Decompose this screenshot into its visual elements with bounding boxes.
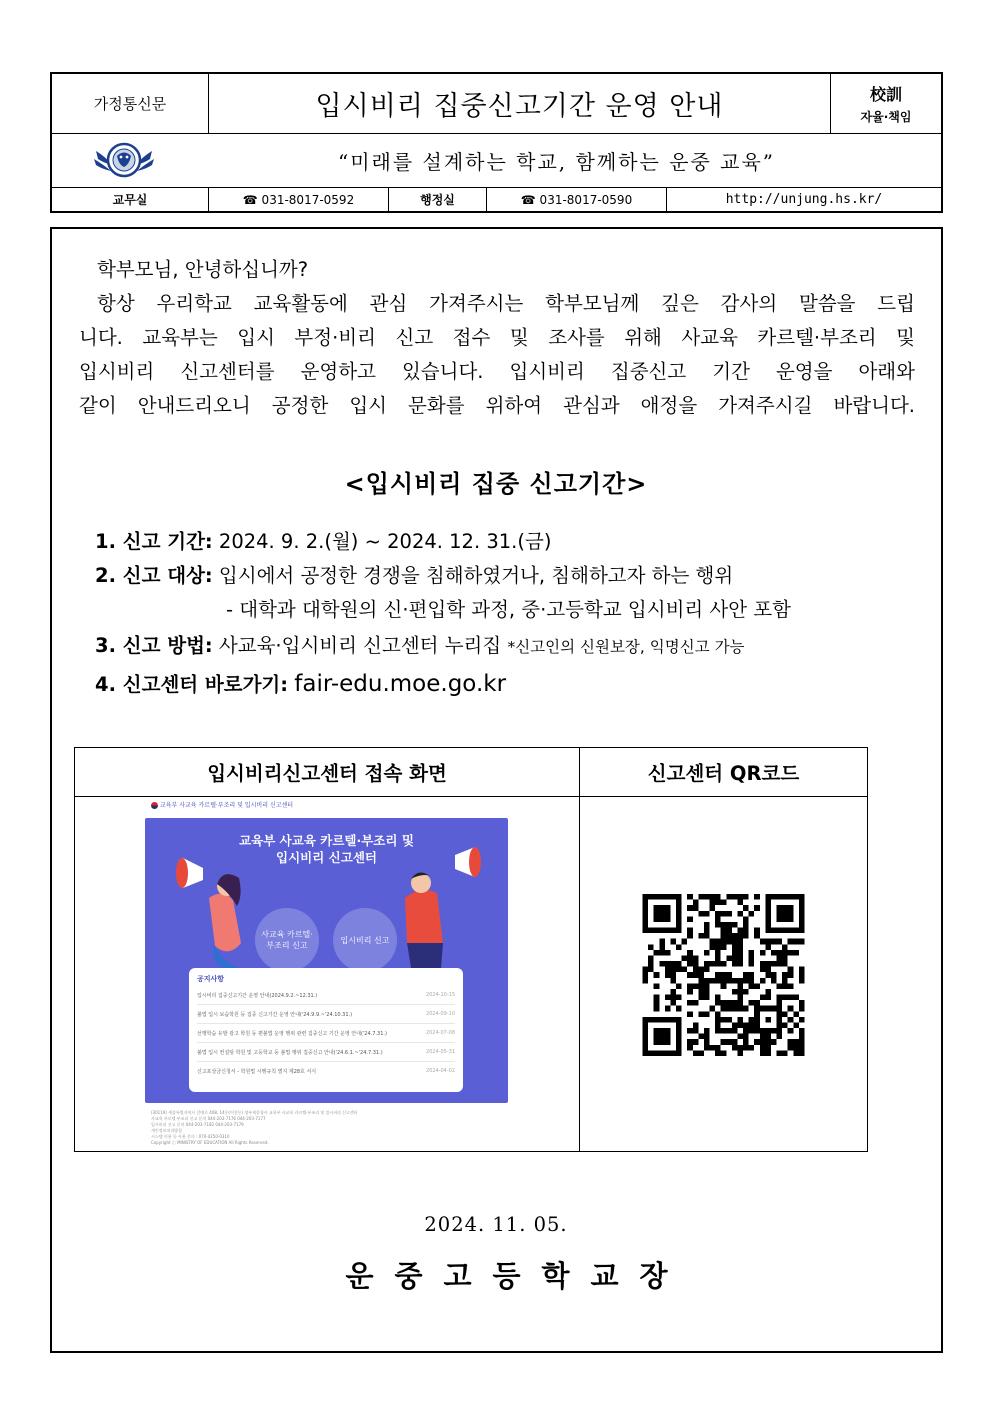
divider <box>579 748 580 1151</box>
issue-date: 2024. 11. 05. <box>424 1213 568 1236</box>
intro-line: 항상 우리학교 교육활동에 관심 가져주시는 학부모님께 깊은 감사의 말씀을 드립 <box>97 292 915 315</box>
list-item <box>95 559 733 593</box>
greeting: 학부모님, 안녕하십니까? <box>97 258 309 281</box>
footer-line: Copyright ⓒ MINISTRY OF EDUCATION All Rights Reserved. <box>151 1140 269 1145</box>
divider <box>75 796 867 797</box>
item-label: 2. 신고 대상: <box>95 564 213 587</box>
notice-date: 2024-05-31 <box>425 1049 455 1055</box>
notice-row[interactable] <box>197 1045 455 1062</box>
school-website-link[interactable]: http://unjung.hs.kr/ <box>725 192 883 207</box>
report-cartel-button[interactable] <box>255 908 319 972</box>
button-label: 부조리 신고 <box>266 941 308 950</box>
office1-label: 교무실 <box>112 193 148 207</box>
intro-line: 입시비리 신고센터를 운영하고 있습니다. 입시비리 집중신고 기간 운영을 아래와 <box>79 360 915 383</box>
motto-label: 校訓 <box>869 85 902 104</box>
report-center-link[interactable]: fair-edu.moe.go.kr <box>294 671 507 697</box>
notice-title: 불법 입시 보습학원 등 집중 신고기간 운영 안내('24.9.9.~'24.10.31.) <box>197 1012 353 1018</box>
report-center-screenshot <box>145 798 510 1148</box>
notice-title: 입시비리 집중신고기간 운영 안내(2024.9.2.~12.31.) <box>197 993 318 999</box>
notice-row[interactable] <box>197 1026 455 1043</box>
item-value: 사교육·입시비리 신고센터 누리집 <box>218 634 502 657</box>
site-footer <box>151 1110 358 1146</box>
office1-phone: ☎ 031-8017-0592 <box>242 192 355 207</box>
item-note: *신고인의 신원보장, 익명신고 가능 <box>507 638 745 656</box>
item-label: 4. 신고센터 바로가기: <box>95 673 289 696</box>
principal-signature: 운중고등학교장 <box>345 1259 689 1293</box>
item-value: 입시에서 공정한 경쟁을 침해하였거나, 침해하고자 하는 행위 <box>218 564 734 587</box>
office2-label: 행정실 <box>420 193 455 207</box>
notice-title: 선행학습 유발 광고 학원 등 편불법 운영 행위 관련 집중신고 기간 운영 안내('24.7.31.) <box>197 1031 387 1037</box>
list-item <box>95 525 551 559</box>
notice-row[interactable] <box>197 1007 455 1024</box>
button-label: 입시비리 신고 <box>340 935 390 945</box>
footer-line: 시스템 이용 등 사용 문의 : 070-4250-0310 <box>151 1134 230 1139</box>
item-label: 1. 신고 기간: <box>95 530 213 553</box>
item-value: 2024. 9. 2.(월) ~ 2024. 12. 31.(금) <box>218 530 552 553</box>
notice-date: 2024-04-02 <box>425 1068 455 1074</box>
school-slogan: “미래를 설계하는 학교, 함께하는 운중 교육” <box>337 150 776 174</box>
item-label: 3. 신고 방법: <box>95 634 213 657</box>
notice-date: 2024-09-10 <box>425 1011 455 1017</box>
footer-line: 사교육 카르텔·부조리 신고 문의 044-203-7176 044-203-7177 <box>151 1116 266 1121</box>
footer-line: 입시비리 신고 문의 044-203-7182 044-203-7179 <box>151 1122 244 1127</box>
notice-title: 불법 입시 컨설팅 학원 및 고등학교 등 불법 행위 집중신고 안내('24.6.1.~'24.7.31.) <box>197 1050 383 1056</box>
notice-date: 2024-07-08 <box>425 1030 455 1036</box>
notice-title: 신고포상금신청서 - 학원법 시행규칙 별지 제28호 서식 <box>197 1069 317 1075</box>
banner-title-line: 입시비리 신고센터 <box>276 850 377 865</box>
item-value: - 대학과 대학원의 신·편입학 과정, 중·고등학교 입시비리 사안 포함 <box>226 598 791 621</box>
table-header-screen: 입시비리신고센터 접속 화면 <box>207 762 447 785</box>
intro-line: 같이 안내드리오니 공정한 입시 문화를 위하여 관심과 애정을 가져주시길 바랍니다. <box>79 394 915 417</box>
banner-title-line: 교육부 사교육 카르텔·부조리 및 <box>239 833 414 848</box>
site-topbar <box>151 800 293 809</box>
list-item <box>95 629 745 664</box>
document-title: 입시비리 집중신고기간 운영 안내 <box>315 91 724 122</box>
list-item <box>95 667 506 702</box>
person-left-illustration <box>163 848 273 973</box>
section-title: <입시비리 집중 신고기간> <box>344 470 648 498</box>
notice-heading: 공지사항 <box>197 975 225 983</box>
notice-board <box>189 968 463 1092</box>
notice-row[interactable] <box>197 1064 455 1080</box>
letterhead <box>50 72 943 213</box>
school-motto <box>831 74 941 133</box>
intro-line: 니다. 교육부는 입시 부정·비리 신고 접수 및 조사를 위해 사교육 카르텔·부조리 및 <box>79 326 915 349</box>
letter-category: 가정통신문 <box>93 95 167 113</box>
table-header-qr: 신고센터 QR코드 <box>647 762 800 785</box>
site-name: 교육부 사교육 카르텔·부조리 및 입시비리 신고센터 <box>159 802 294 809</box>
moe-logo-icon <box>151 802 158 809</box>
button-label: 사교육 카르텔· <box>261 930 313 939</box>
notice-row[interactable] <box>197 988 455 1005</box>
school-emblem-icon <box>92 137 156 183</box>
footer-line: (30119) 세종특별자치시 갈매로 408, 14동(어진동) 정부세종청사 교육부 사교육 카르텔·부조리 및 입시비리 신고센터 <box>151 1110 358 1115</box>
qr-code-icon[interactable] <box>642 894 805 1056</box>
report-admission-button[interactable] <box>333 908 397 972</box>
notice-date: 2024-10-15 <box>425 992 455 998</box>
office2-phone: ☎ 031-8017-0590 <box>520 192 633 207</box>
site-banner <box>145 818 508 1103</box>
list-item <box>226 593 791 627</box>
footer-line: 개인정보처리방침 <box>151 1128 182 1133</box>
motto-values: 자율·책임 <box>860 110 912 124</box>
